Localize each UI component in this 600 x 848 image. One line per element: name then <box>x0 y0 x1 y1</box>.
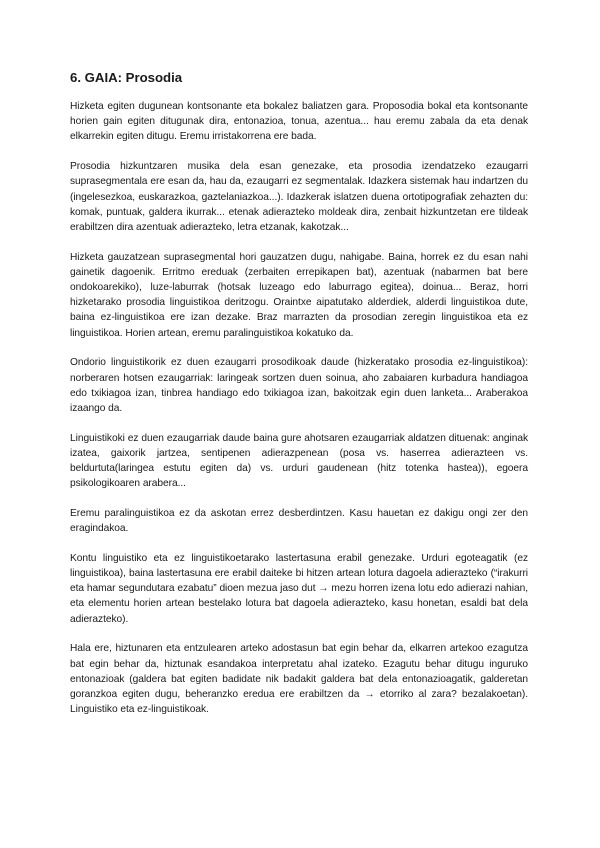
paragraph-7: Kontu linguistiko eta ez linguistikoetarako lastertasuna erabil genezake. Urduri egoteagatik (ez linguistikoa), baina lastertasuna ere erabil daiteke bi hitzen artean lotura dagoela adierazteko (“irakurri eta hamar segundutara ezabatu” dioen mezua jaso dut → mezu horren izena lotu edo adierazi nahian, eta elementu horien artean bestelako lotura bat dagoela adierazteko, kasu honetan, esaldi bat dela adierazteko). <box>70 552 528 625</box>
paragraph-3: Hizketa gauzatzean suprasegmental hori gauzatzen dugu, nahigabe. Baina, horrek ez du esan nahi gainetik dagoenik. Erritmo ereduak (zerbaiten errepikapen bat), azentuak (nabarmen bat bere ondokoarekiko), luze-laburrak (hotsak luzeago edo laburrago egitea), doinua... Beraz, horri hizketarako prosodia linguistikoa deritzogu. Oraintxe aipatutako alderdiek, alderdi linguistikoa dute, baina ez-linguistikoa ere izan dezake. Braz marrazten da prosodian zeregin linguistikoa eta ez linguistikoa. Horien artean, eremu paralinguistikoa kokatuko da. <box>70 251 528 339</box>
paragraph-2: Prosodia hizkuntzaren musika dela esan genezake, eta prosodia izendatzeko ezaugarri suprasegmentala ere esan da, hau da, ezaugarri ez segmentalak. Idazkera sistemak hau indartzen du (ingelesezkoa, euskarazkoa, gaztelaniazkoa...). Idazkerak islatzen duena ortotipografiak zehazten du: komak, puntuak, galdera ikurrak... etenak adierazteko moldeak dira, zenbait hizkuntzetan ere tildeak erabiltzen dira azentuak adierazteko, letra etzanak, kakotzak... <box>70 161 528 233</box>
paragraph-4: Ondorio linguistikorik ez duen ezaugarri prosodikoak daude (hizkeratako prosodia ez-linguistikoa): norberaren hotsen ezaugarriak: laringeak sortzen duen soinua, aho zabaiaren kurbadura handiagoa edo txikiagoa izan, tinbrea handiago edo txikiagoa izan, bakoitzak egin duen lanketa... Araberakoa izaango da. <box>70 357 528 414</box>
paragraph-6: Eremu paralinguistikoa ez da askotan errez desberdintzen. Kasu hauetan ez dakigu ongi zer den eragindakoa. <box>70 507 528 535</box>
document-page <box>70 70 528 732</box>
paragraph-1: Hizketa egiten dugunean kontsonante eta bokalez baliatzen gara. Proposodia bokal eta kontsonante horien gain egiten ditugunak dira, entonazioa, tonua, azentua... hau eremu zabala da eta denak elkarrekin egiten ditugu. Eremu irristakorrena ere bada. <box>70 101 528 143</box>
paragraph-8: Hala ere, hiztunaren eta entzulearen arteko adostasun bat egin behar da, elkarren artekoo ezagutza bat egin behar da, hiztunak esandakoa interpretatu ahal izateko. Ezagutu behar ditugu inguruko entonazioak (galdera bat egiten badidate nik badakit galdera bat dela entonazioagatik, galderetan goranzkoa egiten dugu, beheranzko eredua ere erabiltzen da → etorriko al zara? bezalakoetan). Linguistiko eta ez-linguistikoak. <box>70 643 528 716</box>
paragraph-5: Linguistikoki ez duen ezaugarriak daude baina gure ahotsaren ezaugarriak aldatzen dituenak: anginak izatea, gaixorik jartzea, sentipenen adierazpenean (posa vs. haserrea adierazteen vs. beldurtuta(laringea estutu egiten da) vs. urduri gaudenean (hitz totenka hastea)), egoera psikologikoaren arabera... <box>70 432 528 490</box>
page-title: 6. GAIA: Prosodia <box>70 70 183 85</box>
